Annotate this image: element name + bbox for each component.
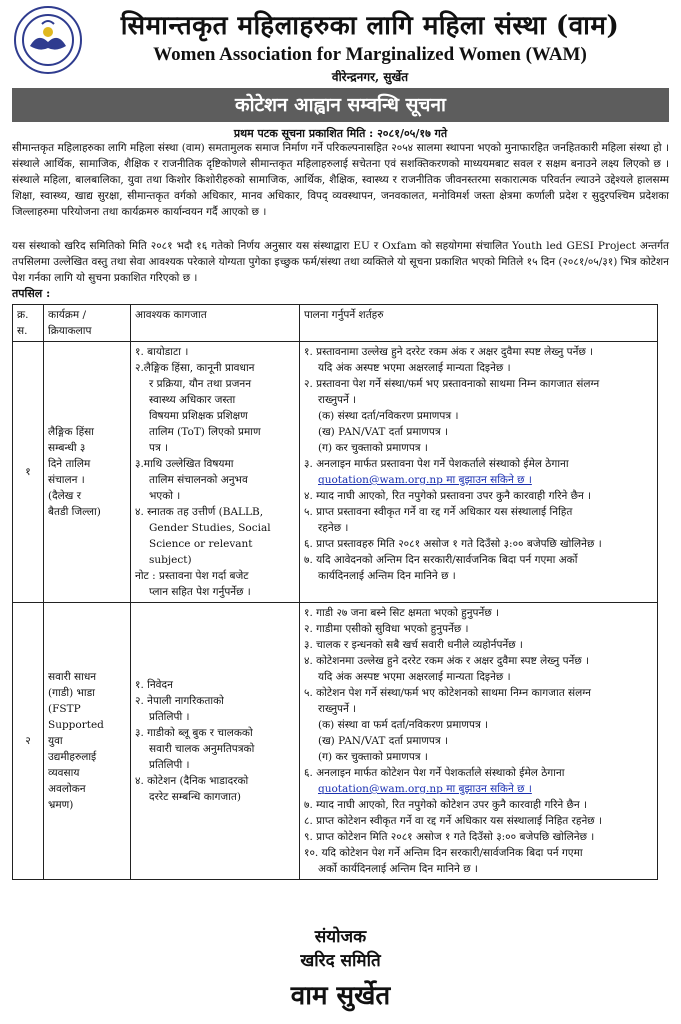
row-activity [44, 603, 131, 880]
term-line: कार्यदिनलाई अन्तिम दिन मानिने छ । [318, 570, 456, 582]
row-sn: १ [13, 342, 44, 603]
activity-line: सवारी साधन [48, 671, 97, 683]
term-line: १. प्रस्तावनामा उल्लेख हुने दररेट रकम अंक र अक्षर दुवैमा स्पष्ट लेख्नु पर्नेछ । [304, 346, 594, 358]
term-line: (ख) PAN/VAT दर्ता प्रमाणपत्र । [318, 426, 449, 438]
col-header-terms: पालना गर्नुपर्ने शर्तहरु [300, 305, 658, 342]
document-line: प्रतिलिपी । [149, 759, 190, 771]
term-line: ३. अनलाइन मार्फत प्रस्तावना पेश गर्ने पेशकर्ताले संस्थाको ईमेल ठेगाना [304, 458, 569, 470]
notice-paragraph: यस संस्थाको खरिद समितिको मिति २०८१ भदौ १६ गतेको निर्णय अनुसार यस संस्थाद्वारा EU र Oxfam को सहयोगमा संचालित Youth led GESI Project अन्तर्गत तपसिलमा उल्लेखित वस्तु तथा सेवा आवश्यक परेकाले योग्यता पुगेका इच्छुक फर्म/संस्था तथा व्यक्तिले यो सूचना प्रकाशित भएको मितिले १५ दिन (२०८१/०५/३१) भित्र कोटेशन पेश गर्नका लागि यो सुचना प्रकाशित गरिएको छ । [12, 240, 669, 284]
term-line: ४. कोटेशनमा उल्लेख हुने दररेट रकम अंक र अक्षर दुवैमा स्पष्ट लेख्नु पर्नेछ । [304, 655, 590, 667]
activity-line: (गाडी) भाडा [48, 687, 95, 699]
activity-line: लैङ्गिक हिंसा [48, 426, 94, 438]
table-row [13, 603, 658, 880]
term-line: ३. चालक र इन्धनको सबै खर्च सवारी धनीले व्यहोर्नपर्नेछ । [304, 639, 523, 651]
term-line: ५. प्राप्त प्रस्तावना स्वीकृत गर्ने वा रद्द गर्ने अधिकार यस संस्थालाई निहित [304, 506, 573, 518]
signatory-committee: खरिद समिति [300, 951, 381, 971]
document-line: पत्र । [149, 442, 169, 454]
wam-logo-graphic [20, 12, 76, 68]
document-line: स्वास्थ्य अधिकार जस्ता [149, 394, 236, 406]
term-line: २. प्रस्तावना पेश गर्ने संस्था/फर्म भए प्रस्तावनाको साथमा निम्न कागजात संलग्न [304, 378, 600, 390]
quotation-items-table [12, 304, 658, 880]
row-documents [131, 603, 300, 880]
document-line: Science or relevant subject) [149, 538, 253, 566]
term-line: (क) संस्था दर्ता/नविकरण प्रमाणपत्र । [318, 410, 459, 422]
term-line: ४. म्याद नाघी आएको, रित नपुगेको प्रस्तावना उपर कुनै कारवाही गरिने छैन । [304, 490, 592, 502]
header-text: क्रियाकलाप [48, 325, 92, 337]
term-line: ७. म्याद नाघी आएको, रित नपुगेको कोटेशन उपर कुनै कारवाही गरिने छैन । [304, 799, 588, 811]
header-text: स. [17, 325, 28, 337]
term-line: ७. यदि आवेदनको अन्तिम दिन सरकारी/सार्वजनिक बिदा पर्न गएमा अर्को [304, 554, 578, 566]
term-line: (ख) PAN/VAT दर्ता प्रमाणपत्र । [318, 735, 449, 747]
activity-line: संचालन । [48, 474, 85, 486]
email-link[interactable]: quotation@wam.org.np मा बुझाउन सकिने छ । [318, 474, 532, 486]
activity-line: व्यवसाय [48, 767, 80, 779]
header-text: कार्यक्रम / [48, 309, 87, 321]
term-line: राख्नुपर्ने । [318, 394, 357, 406]
schedule-label: तपसिल : [12, 287, 51, 300]
document-note: नोट : प्रस्तावना पेश गर्दा बजेट [135, 570, 249, 582]
row-terms [300, 342, 658, 603]
document-line: १. निवेदन [135, 679, 173, 691]
signatory-title: संयोजक [314, 927, 367, 947]
document-line: प्रतिलिपी । [149, 711, 190, 723]
org-title-nepali: सिमान्तकृत महिलाहरुका लागि महिला संस्था (वाम) [120, 11, 620, 41]
document-line: ३.माथि उल्लेखित विषयमा [135, 458, 234, 470]
term-line: १०. यदि कोटेशन पेश गर्ने अन्तिम दिन सरकारी/सार्वजनिक बिदा पर्न गएमा [304, 847, 583, 859]
table-header-row [13, 305, 658, 342]
activity-line: उद्यमीहरुलाई [48, 751, 97, 763]
activity-line: भ्रमण) [48, 799, 74, 811]
term-line: ८. प्राप्त कोटेशन स्वीकृत गर्ने वा रद्द गर्ने अधिकार यस संस्थालाई निहित रहनेछ । [304, 815, 602, 827]
activity-line: अवलोकन [48, 783, 86, 795]
term-line: १. गाडी २७ जना बस्ने सिट क्षमता भएको हुनुपर्नेछ । [304, 607, 500, 619]
org-address: वीरेन्द्रनगर, सुर्खेत [331, 70, 409, 84]
term-line: ६. प्राप्त प्रस्तावहरु मिति २०८१ असोज १ गते दिउँसो ३:०० बजेपछि खोलिनेछ । [304, 538, 602, 550]
activity-line: Supported [48, 719, 104, 731]
document-line: सवारी चालक अनुमतिपत्रको [149, 743, 255, 755]
document-line: भएको । [149, 490, 181, 502]
term-line: अर्को कार्यदिनलाई अन्तिम दिन मानिने छ । [318, 863, 478, 875]
email-link[interactable]: quotation@wam.org.np मा बुझाउन सकिने छ । [318, 783, 532, 795]
header [0, 0, 681, 88]
document-line: २. नेपाली नागरिकताको [135, 695, 224, 707]
term-line: (ग) कर चुक्ताको प्रमाणपत्र । [318, 751, 428, 763]
term-line: (क) संस्था वा फर्म दर्ता/नविकरण प्रमाणपत्र । [318, 719, 489, 731]
row-documents [131, 342, 300, 603]
document-line: १. बायोडाटा । [135, 346, 189, 358]
term-line: २. गाडीमा एसीको सुविधा भएको हुनुपर्नेछ । [304, 623, 469, 635]
document-line: दररेट सम्बन्धि कागजात) [149, 791, 242, 803]
document-line: ४. कोटेशन (दैनिक भाडादरको [135, 775, 249, 787]
document-line: तालिम (ToT) लिएको प्रमाण [149, 426, 261, 438]
activity-line: युवा [48, 735, 63, 747]
document-line: २.लैङ्गिक हिंसा, कानूनी प्रावधान [135, 362, 255, 374]
row-activity [44, 342, 131, 603]
col-header-documents: आवश्यक कागजात [131, 305, 300, 342]
activity-line: बैतडी जिल्ला) [48, 506, 101, 518]
notice-title-banner: कोटेशन आह्वान सम्वन्धि सूचना [12, 88, 669, 122]
document-note: प्लान सहित पेश गर्नुपर्नेछ । [149, 586, 251, 598]
document-line: तालिम संचालनको अनुभव [149, 474, 248, 486]
term-line: (ग) कर चुक्ताको प्रमाणपत्र । [318, 442, 428, 454]
activity-line: सम्बन्धी ३ [48, 442, 86, 454]
term-line: रहनेछ । [318, 522, 349, 534]
col-header-sn [13, 305, 44, 342]
document-line: ३. गाडीको ब्लू बुक र चालकको [135, 727, 253, 739]
document-line: विषयमा प्रशिक्षक प्रशिक्षण [149, 410, 248, 422]
table-row [13, 342, 658, 603]
term-line: राख्नुपर्ने । [318, 703, 357, 715]
col-header-activity [44, 305, 131, 342]
term-line: यदि अंक अस्पष्ट भएमा अक्षरलाई मान्यता दिइनेछ । [318, 362, 511, 374]
document-line: ४. स्नातक तह उत्तीर्ण (BALLB, [135, 506, 264, 518]
term-line: ५. कोटेशन पेश गर्ने संस्था/फर्म भए कोटेशनको साथमा निम्न कागजात संलग्न [304, 687, 592, 699]
signatory-organization: वाम सुर्खेत [290, 981, 391, 1011]
term-line: यदि अंक अस्पष्ट भएमा अक्षरलाई मान्यता दिइनेछ । [318, 671, 511, 683]
org-title-english: Women Association for Marginalized Women (WAM) [153, 44, 587, 65]
activity-line: (दैलेख र [48, 490, 82, 502]
term-line: ९. प्राप्त कोटेशन मिति २०८१ असोज १ गते दिउँसो ३:०० बजेपछि खोलिनेछ । [304, 831, 595, 843]
publication-date: प्रथम पटक सूचना प्रकाशित मिति : २०८१/०५/१७ गते [233, 127, 448, 140]
header-text: क्र. [17, 309, 29, 321]
activity-line: (FSTP [48, 703, 81, 715]
wam-logo-icon [14, 6, 82, 74]
document-line: र प्रक्रिया, यौन तथा प्रजनन [149, 378, 252, 390]
row-terms [300, 603, 658, 880]
document-line: Gender Studies, Social [149, 522, 271, 534]
term-line: ६. अनलाइन मार्फत कोटेशन पेश गर्ने पेशकर्ताले संस्थाको ईमेल ठेगाना [304, 767, 565, 779]
row-sn: २ [13, 603, 44, 880]
intro-paragraph: सीमान्तकृत महिलाहरुका लागि महिला संस्था (वाम) समतामुलक समाज निर्माण गर्ने परिकल्पनासहित २०५४ सालमा स्थापना भएको मुनाफारहित जनहितकारी महिला संस्था हो । संस्थाले आर्थिक, सामाजिक, शैक्षिक र राजनीतिक दृष्टिकोणले सीमान्तकृत महिलाहरुलाई सचेतना एवं सशक्तिकरणको माध्ययमबाट सवल र सक्षम बनाउने लक्ष्य लिएको छ । संस्थाले महिला, बालबालिका, युवा तथा किशोर किशोरीहरुको सामाजिक, आर्थिक, शैक्षिक, स्वास्थ्य र राजनीतिक जीवनस्तरमा सकारात्मक परिवर्तन ल्याउने उद्देश्यले हालसम्म शिक्षा, स्वास्थ्य, खाद्य सुरक्षा, सीमान्तकृत वर्गको अधिकार, मानव अधिकार, विपद् व्यवस्थापन, जनवकालत, मनोविमर्श जस्ता क्षेत्रमा कर्णाली प्रदेश र सुदुरपश्चिम प्रदेशका जिल्लाहरुमा परियोजना तथा कार्यक्रमरु कार्यान्वयन गर्दै आएको छ । [12, 142, 669, 218]
activity-line: दिने तालिम [48, 458, 91, 470]
